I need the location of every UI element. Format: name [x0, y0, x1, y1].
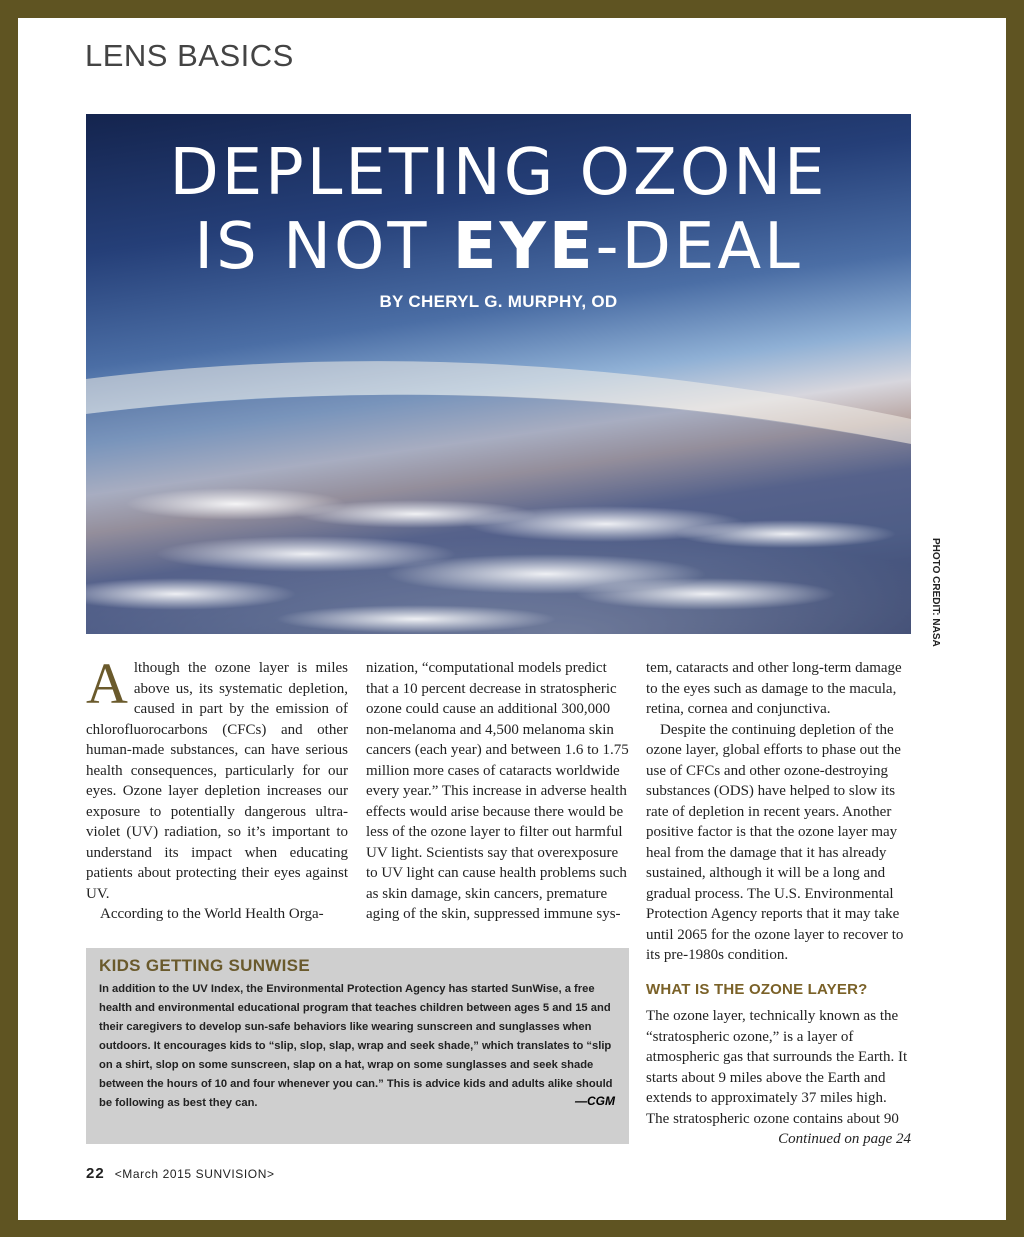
paragraph: tem, cataracts and other long-term damage to the eyes such as damage to the macula, retina, cornea and conjunctiva.: [646, 660, 902, 717]
headline-line-2: [86, 210, 911, 284]
paragraph: Despite the continuing depletion of the ozone layer, global efforts to phase out the use of CFCs and other ozone-destroying substances (ODS) have helped to slow its rate of depletion in recent years. Another positive factor is that the ozone layer may heal from the damage that it has already sustained, although it will be a long and gradual process. The U.S. Environmental Protection Agency reports that it may take until 2065 for the ozone layer to recover to its pre-1980s condition.: [646, 721, 904, 963]
paragraph-text: lthough the ozone layer is miles above us, its systematic depletion, caused in part by the emission of chlorofluorocarbons (CFCs) and other human-made substances, can have serious health consequences, particularly for our eyes. Ozone layer depletion increases our exposure to potentially dangerous ultra- violet (UV) radiation, so it’s important to understand its impact when educating patients about protecting their eyes against UV.: [86, 660, 348, 902]
article-column-2: [366, 658, 629, 925]
article-column-1: [86, 651, 348, 925]
sidebar-signature: —CGM: [575, 1094, 615, 1108]
page-number: 22: [86, 1165, 105, 1182]
headline-emphasis: EYE: [452, 210, 596, 284]
headline-part: -DEAL: [595, 210, 803, 284]
paragraph: [86, 651, 348, 904]
paragraph: According to the World Health Orga-: [100, 906, 324, 922]
continued-note: Continued on page 24: [778, 1131, 911, 1147]
article-column-3: [646, 658, 911, 1150]
byline: BY CHERYL G. MURPHY, OD: [379, 292, 618, 311]
sidebar-title: KIDS GETTING SUNWISE: [99, 956, 310, 975]
issue-label: <March 2015 SUNVISION>: [114, 1167, 275, 1181]
magazine-page: [18, 18, 1006, 1220]
drop-cap: A: [86, 651, 128, 716]
headline-part: IS NOT: [194, 210, 453, 284]
paragraph: nization, “computational models predict that a 10 percent decrease in stratospheric ozone could cause an additional 300,000 non-melanoma and 4,500 melanoma skin cancers (each year) and between 1.6 to 1.75 million more cases of cataracts worldwide every year.” This increase in adverse health effects would arise because there would be less of the ozone layer to filter out harmful UV light. Scientists say that overexposure to UV light can cause health problems such as skin damage, skin cancers, premature aging of the skin, suppressed immune sys-: [366, 660, 629, 922]
subheading: WHAT IS THE OZONE LAYER?: [646, 980, 868, 998]
sidebar-body: In addition to the UV Index, the Environmental Protection Agency has started SunWise, a free health and environmental educational program that teaches children between ages 5 and 15 and their caregivers to develop sun-safe behaviors like wearing sunscreen and sunglasses when outdoors. It encourages kids to “slip, slop, slap, wrap and seek shade,” which translates to “slip on a shirt, slop on some sunscreen, slap on a hat, wrap on some sunglasses and seek shade between the hours of 10 and four whenever you can.” This is advice kids and adults alike should be following as best they can.: [99, 983, 613, 1109]
hero-image-earth-from-space: [86, 114, 911, 634]
headline-line-1: DEPLETING OZONE: [169, 136, 828, 210]
section-label: LENS BASICS: [85, 38, 294, 73]
page-footer: [86, 1165, 275, 1182]
photo-credit: PHOTO CREDIT: NASA: [930, 538, 941, 647]
paragraph: The ozone layer, technically known as the “stratospheric ozone,” is a layer of atmospheric gas that surrounds the Earth. It starts about 9 miles above the Earth and extends to approximately 37 miles high. The stratospheric ozone contains about 90: [646, 1008, 908, 1127]
sidebar-box: [86, 948, 629, 1144]
